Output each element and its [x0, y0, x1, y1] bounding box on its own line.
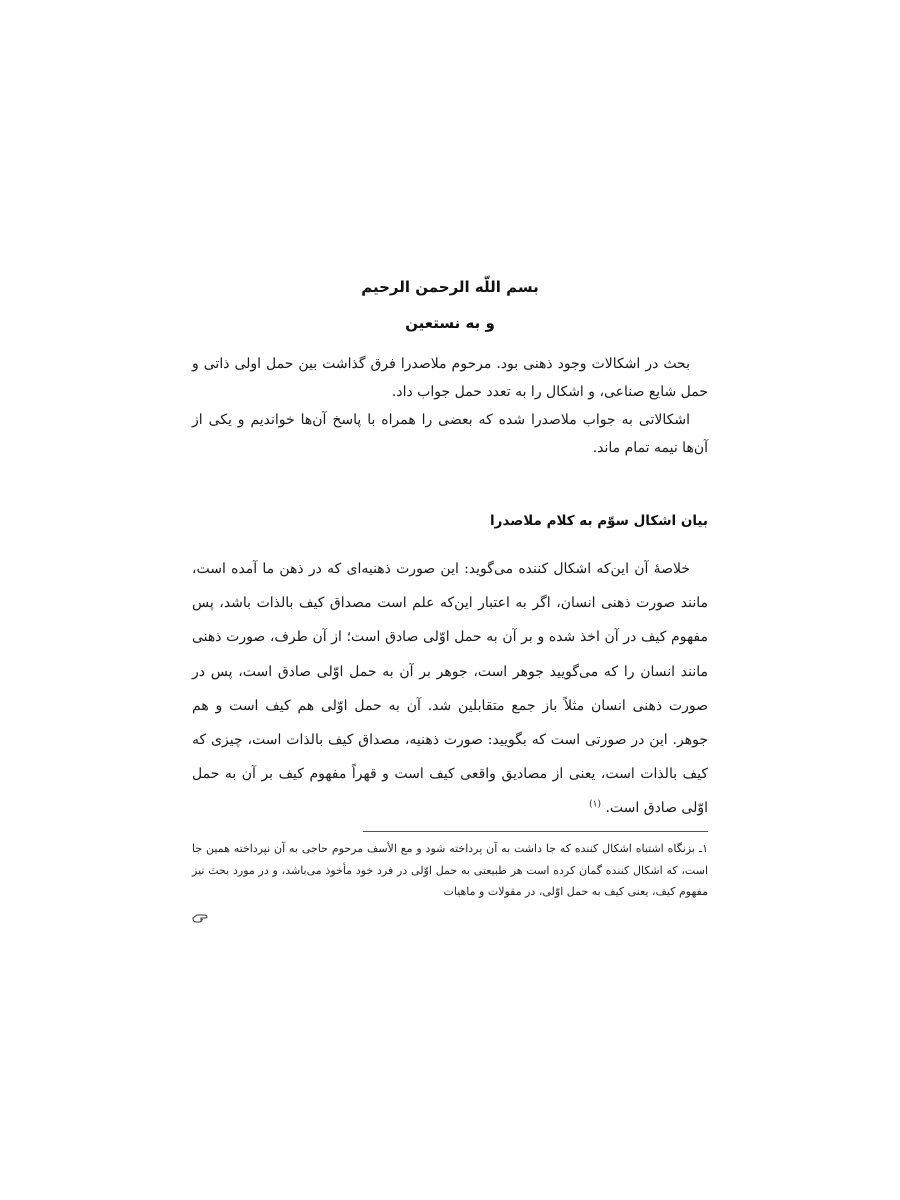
- subtitle-heading: و به نستعین: [405, 314, 495, 332]
- main-paragraph-text: خلاصهٔ آن این‌که اشکال کننده می‌گوید: این صورت ذهنیه‌ای که در ذهن ما آمده است، مانند صورت ذهنی انسان، اگر به اعتبار این‌که علم است مصداق کیف بالذات باشد، پس مفهوم کیف در آن اخذ شده و بر آن به حمل اوّلی صادق است؛ از آن طرف، صورت ذهنی مانند انسان را که می‌گویید جوهر است، جوهر بر آن به حمل اوّلی صادق است، پس در صورت ذهنی انسان مثلاً باز جمع متقابلین شد. آن به حمل اوّلی هم کیف است و هم جوهر. این در صورتی است که بگویید: صورت ذهنیه، مصداق کیف بالذات است، چیزی که کیف بالذات است، یعنی از مصادیق واقعی کیف است و قهراً مفهوم کیف بر آن به حمل اوّلی صادق است.: [192, 561, 708, 817]
- footnote-reference[interactable]: (۱): [589, 799, 601, 810]
- basmala-heading: بسم اللّه الرحمن الرحیم: [361, 278, 539, 296]
- footnote-text: ۱ـ بزنگاه اشتباه اشکال کننده که جا داشت به آن پرداخته شود و مع الأسف مرحوم حاجی به آن نپرداخته همین جا است، که اشکال کننده گمان کرده است هر طبیعتی به حمل اوّلی در فرد خود مأخوذ می‌باشد، و در مورد بحث نیز مفهوم کیف، یعنی کیف به حمل اوّلی، در مقولات و ماهیات: [192, 842, 708, 898]
- main-paragraph: [192, 552, 708, 826]
- main-text-block: [192, 552, 708, 826]
- intro-paragraph: بحث در اشکالات وجود ذهنی بود. مرحوم ملاصدرا فرق گذاشت بین حمل اولی ذاتی و حمل شایع صناعی، و اشکال را به تعدد حمل جواب داد.: [192, 356, 708, 400]
- section-title: بیان اشکال سوّم به کلام ملاصدرا: [490, 513, 708, 529]
- intro-block: [192, 350, 708, 462]
- intro-paragraph: اشکالاتی به جواب ملاصدرا شده که بعضی را همراه با پاسخ آن‌ها خواندیم و یکی از آن‌ها نیمه تمام ماند.: [192, 412, 708, 456]
- footnote-divider: [363, 831, 708, 832]
- footnote-block: [192, 838, 708, 903]
- pointing-hand-icon: [192, 912, 208, 924]
